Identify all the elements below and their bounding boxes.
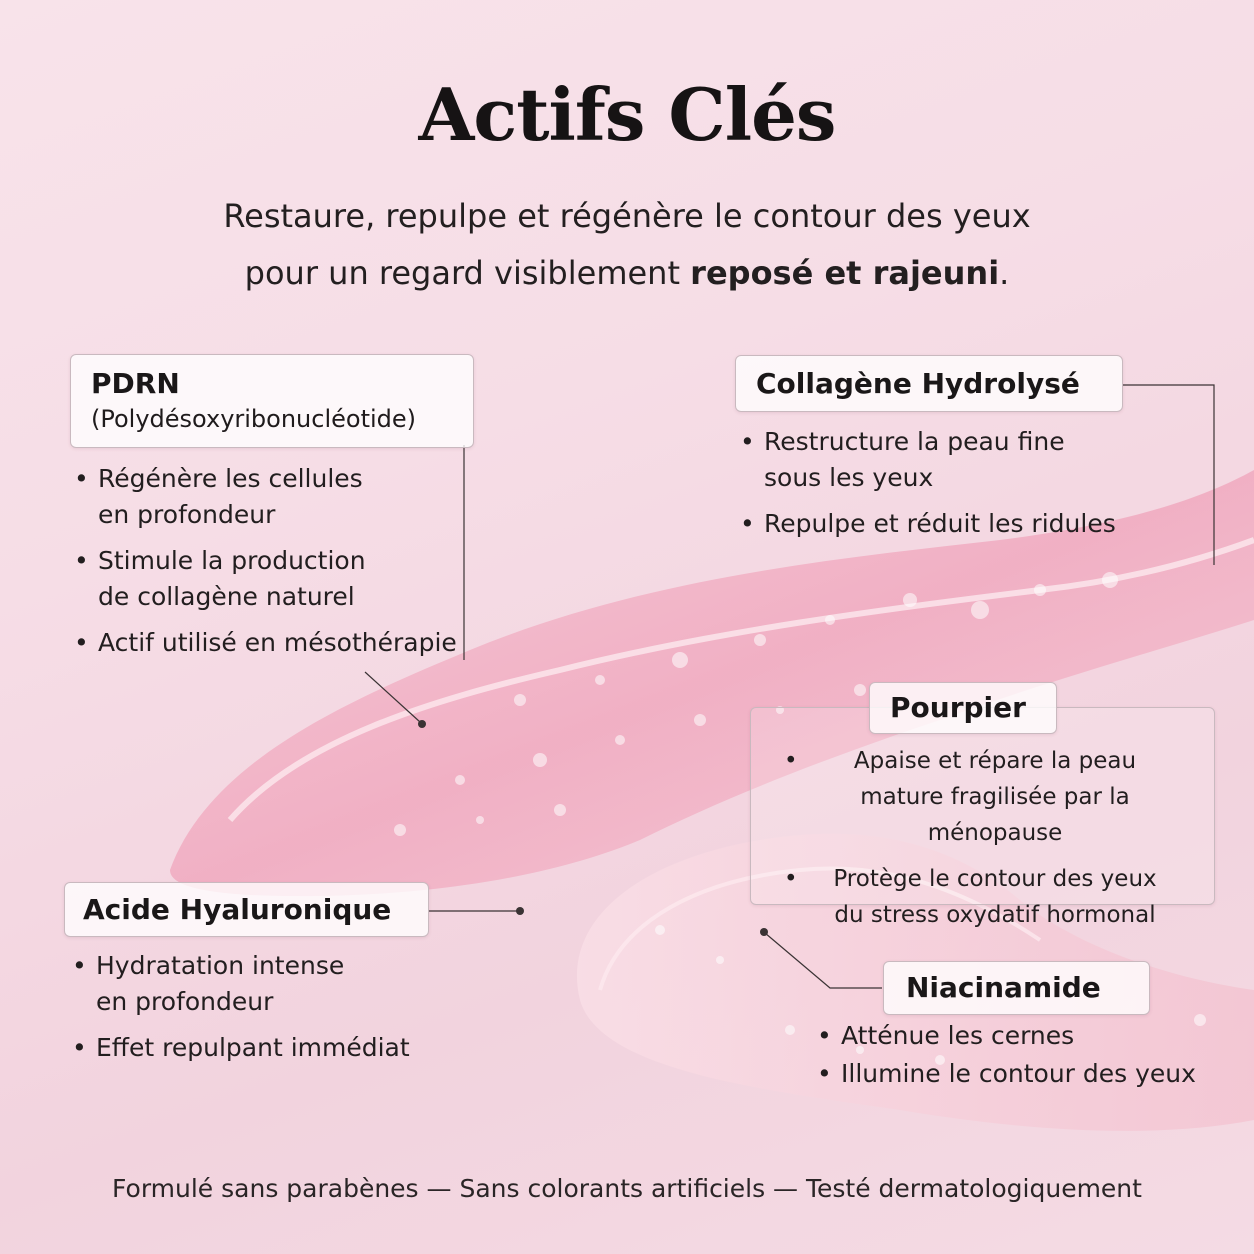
list-item: • Effet repulpant immédiat [70, 1030, 410, 1066]
acide-title: Acide Hyaluronique [83, 893, 392, 926]
pourpier-title: Pourpier [890, 691, 1026, 724]
collagene-bullets [738, 424, 1116, 552]
subtitle-line1: Restaure, repulpe et régénère le contour des yeux [223, 197, 1031, 235]
subtitle [0, 188, 1254, 302]
footer-note: Formulé sans parabènes — Sans colorants artificiels — Testé dermatologiquement [112, 1174, 1142, 1203]
list-item: • Protège le contour des yeux du stress oxydatif hormonal [782, 861, 1182, 933]
list-item: • Restructure la peau fine sous les yeux [738, 424, 1116, 496]
list-item: • Apaise et répare la peau mature fragilisée par la ménopause [782, 743, 1182, 851]
page-title: Actifs Clés [418, 72, 836, 157]
pdrn-label-box [70, 354, 474, 448]
list-item: • Régénère les cellules en profondeur [72, 461, 457, 533]
list-item: • Illumine le contour des yeux [815, 1056, 1196, 1092]
subtitle-line2-end: . [999, 254, 1010, 292]
list-item: • Stimule la production de collagène naturel [72, 543, 457, 615]
niacinamide-bullets [815, 1018, 1196, 1102]
pdrn-bullets [72, 461, 457, 671]
pourpier-bullets [782, 743, 1182, 943]
acide-label-box [64, 882, 429, 937]
list-item: • Repulpe et réduit les ridules [738, 506, 1116, 542]
niacinamide-label-box [883, 961, 1150, 1015]
collagene-title: Collagène Hydrolysé [756, 367, 1080, 400]
subtitle-line2-bold: reposé et rajeuni [690, 254, 1000, 292]
collagene-label-box [735, 355, 1123, 412]
pourpier-label-box [869, 682, 1057, 734]
niacinamide-title: Niacinamide [906, 971, 1101, 1004]
acide-bullets [70, 948, 410, 1076]
list-item: • Hydratation intense en profondeur [70, 948, 410, 1020]
subtitle-line2 [0, 245, 1254, 302]
list-item: • Atténue les cernes [815, 1018, 1196, 1054]
subtitle-line2-regular: pour un regard visiblement [244, 254, 691, 292]
pdrn-subtitle: (Polydésoxyribonucléotide) [91, 405, 417, 433]
list-item: • Actif utilisé en mésothérapie [72, 625, 457, 661]
pdrn-title: PDRN [91, 367, 180, 400]
